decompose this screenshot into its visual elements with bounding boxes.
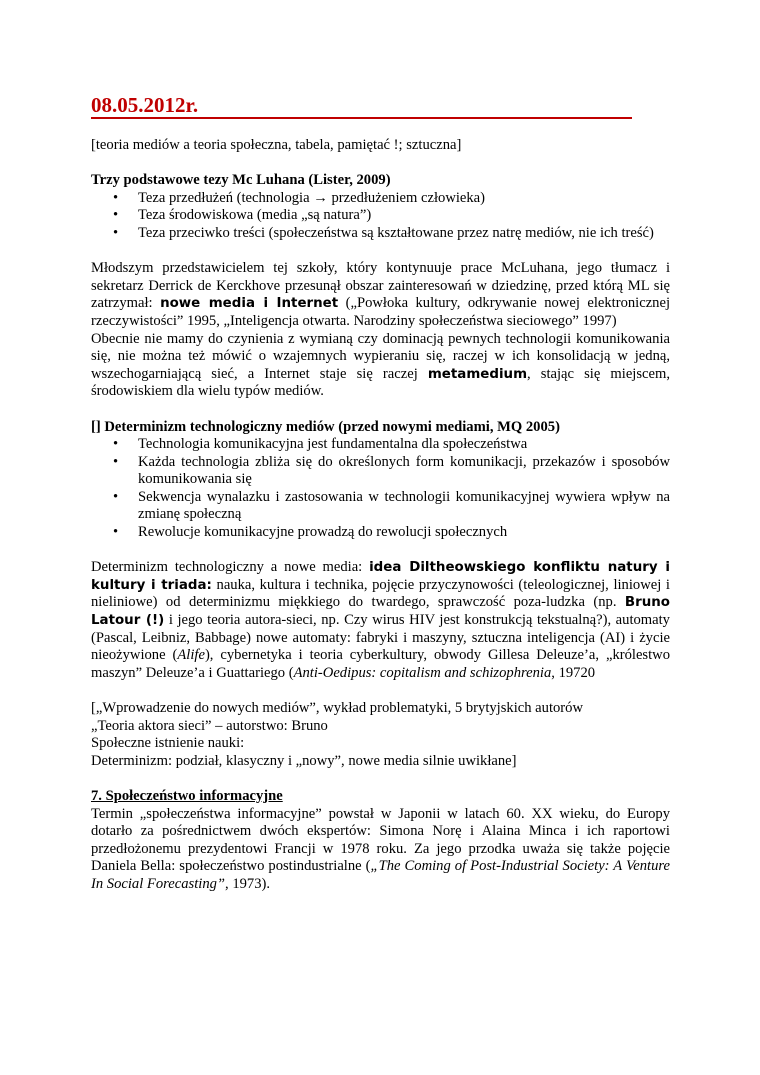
list-item: • Teza przedłużeń (technologia → przedłużeniem człowieka) <box>113 189 486 206</box>
list-item: • Technologia komunikacyjna jest fundamentalna dla społeczeństwa <box>113 436 528 453</box>
bullet-icon: • <box>113 189 119 206</box>
bullet-icon: • <box>113 207 119 224</box>
note-line: Determinizm: podział, klasyczny i „nowy”, nowe media silnie uwikłane] <box>91 752 517 769</box>
list-item: • Rewolucje komunikacyjne prowadzą do rewolucji społecznych <box>113 524 508 541</box>
topics-line: [teoria mediów a teoria społeczna, tabela, pamiętać !; sztuczna] <box>91 137 462 153</box>
paragraph-information-society: Termin „społeczeństwa informacyjne” powstał w Japonii w latach 60. XX wieku, do Europy dotarło za pośrednictwem dwóch ekspertów: Simona Norę i Alaina Minca i ich raportowi przedłożonemu prezydentowi Francji w 1978 roku. Za jego przodka uważa się także pojęcie Daniela Bella: społeczeństwo postindustrialne („The Coming of Post-Industrial Society: A Venture In Social Forecasting”, 1973). <box>91 805 671 892</box>
paragraph-metamedium: Obecnie nie mamy do czynienia z wymianą czy dominacją pewnych technologii komunikowania się, nie można też mówić o wzajemnych wypieraniu się, raczej w ich konsolidacją w jedną, wszechogarniającą sieć, a Internet staje się raczej metamedium, stając się miejscem, środowiskiem dla wielu typów mediów. <box>91 330 670 400</box>
bullet-icon: • <box>113 436 119 453</box>
list-item: • Teza środowiskowa (media „są natura”) <box>113 207 372 224</box>
section2-list <box>91 436 670 542</box>
bullet-icon: • <box>113 224 119 241</box>
date-heading: 08.05.2012r. <box>91 93 632 119</box>
note-line: „Teoria aktora sieci” – autorstwo: Bruno <box>91 717 328 734</box>
list-item: • Teza przeciwko treści (społeczeństwa są kształtowane przez natrę mediów, nie ich treść) <box>113 224 654 241</box>
section3-heading: 7. Społeczeństwo informacyjne <box>91 787 283 804</box>
section1-list <box>91 190 670 243</box>
list-item: • Sekwencja wynalazku i zastosowania w technologii komunikacyjnej wywiera wpływ na zmianę społeczną <box>113 488 670 523</box>
paragraph-kerckhove: Młodszym przedstawicielem tej szkoły, który kontynuuje prace McLuhana, jego tłumacz i sekretarz Derrick de Kerckhove przesunął obszar zainteresowań w dziedzinę, przed którą ML się zatrzymał: nowe media i Internet („Powłoka kultury, odkrywanie nowej elektronicznej rzeczywistości” 1995, „Inteligencja otwarta. Narodziny społeczeństwa sieciowego” 1997) <box>91 260 670 329</box>
document-page <box>91 93 670 894</box>
section1-heading: Trzy podstawowe tezy Mc Luhana (Lister, 2009) <box>91 172 391 189</box>
list-item: • Każda technologia zbliża się do określonych form komunikacji, przekazów i sposobów komunikowania się <box>113 453 670 488</box>
bullet-icon: • <box>113 524 119 541</box>
note-line: Społeczne istnienie nauki: <box>91 735 245 752</box>
section2-heading: [] Determinizm technologiczny mediów (przed nowymi mediami, MQ 2005) <box>91 418 560 435</box>
bullet-icon: • <box>113 453 119 470</box>
note-line: [„Wprowadzenie do nowych mediów”, wykład problematyki, 5 brytyjskich autorów <box>91 700 583 716</box>
paragraph-determinism: Determinizm technologiczny a nowe media: idea Diltheowskiego konfliktu natury i kultury i triada: nauka, kultura i technika, pojęcie przyczynowości (teleologicznej, liniowej i nieliniowe) od determinizmu miękkiego do twardego, sprawczość poza-ludzka (np. Bruno Latour (!) i jego teoria autora-sieci, np. Czy wirus HIV jest konstrukcją tekstualną?), automaty (Pascal, Leibniz, Babbage) nowe automaty: fabryki i maszyny, sztuczna inteligencja (AI) i życie nieożywione (Alife), cybernetyka i teoria cyberkultury, obwody Gillesa Deleuze’a, „królestwo maszyn” Deleuze’a i Guattariego (Anti-Oedipus: copitalism and schizophrenia, 19720 <box>91 559 670 681</box>
bullet-icon: • <box>113 488 119 505</box>
